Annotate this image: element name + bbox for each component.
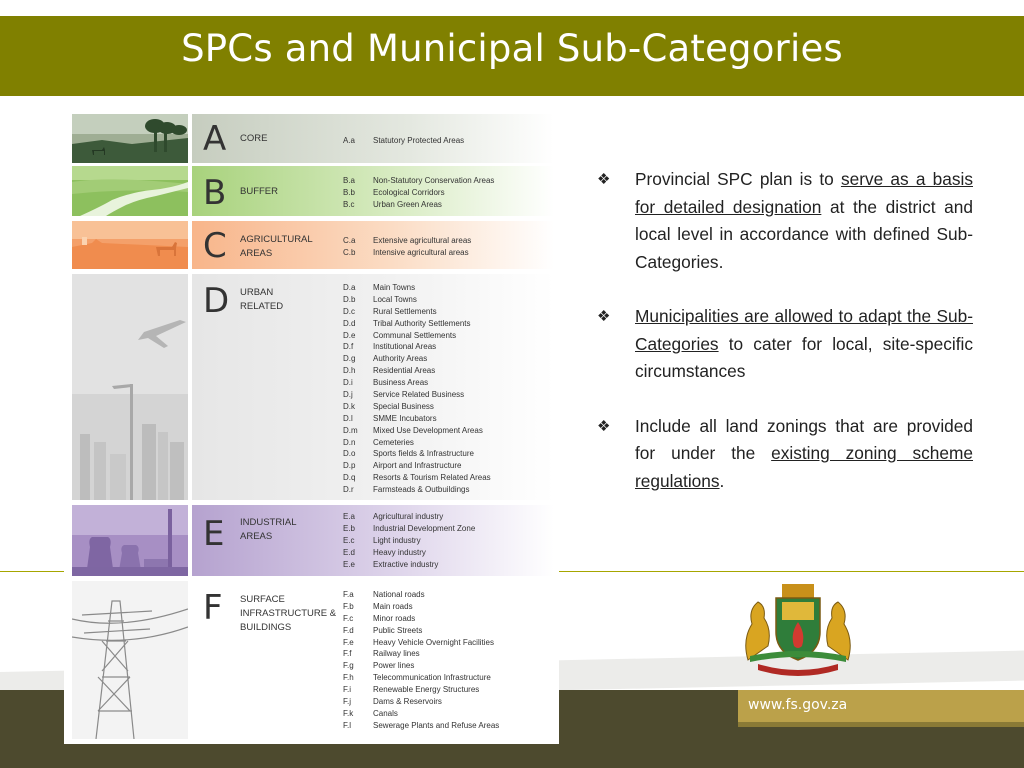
sub-category-item: D.f Institutional Areas — [343, 342, 437, 352]
sub-category-item: F.i Renewable Energy Structures — [343, 685, 480, 695]
sub-category-item: D.q Resorts & Tourism Related Areas — [343, 473, 491, 483]
website-box[interactable] — [738, 690, 1024, 722]
core-image — [72, 114, 188, 163]
sub-category-item: C.a Extensive agricultural areas — [343, 236, 472, 245]
category-name: URBAN RELATED — [240, 287, 284, 312]
category-row-c — [72, 221, 554, 269]
sub-category-item: D.a Main Towns — [343, 283, 416, 292]
sub-category-item: B.a Non-Statutory Conservation Areas — [343, 176, 495, 185]
bullet-list — [597, 166, 973, 522]
diamond-bullet-icon: ❖ — [597, 308, 611, 325]
river-landscape-icon — [72, 166, 188, 216]
website-link[interactable]: www.fs.gov.za — [748, 697, 848, 713]
sub-category-item: F.h Telecommunication Infrastructure — [343, 673, 491, 683]
infrastructure-image — [72, 581, 188, 739]
category-row-f — [72, 581, 554, 739]
category-letter: B — [203, 173, 227, 213]
diamond-bullet-icon: ❖ — [597, 417, 611, 435]
category-row-a — [72, 114, 554, 163]
farm-landscape-icon — [72, 221, 188, 269]
sub-category-list — [343, 135, 464, 147]
sub-category-item: B.c Urban Green Areas — [343, 199, 442, 209]
sub-category-item: F.l Sewerage Plants and Refuse Areas — [343, 720, 500, 730]
sub-category-item: F.a National roads — [343, 590, 425, 599]
sub-category-item: D.d Tribal Authority Settlements — [343, 318, 471, 328]
sub-category-list — [343, 589, 499, 732]
category-letter: F — [203, 588, 223, 628]
coat-of-arms-icon — [738, 580, 858, 680]
agricultural-image — [72, 221, 188, 269]
sub-category-item: A.a Statutory Protected Areas — [343, 136, 465, 145]
category-name: INDUSTRIAL AREAS — [240, 517, 297, 542]
sub-category-item: D.b Local Towns — [343, 294, 417, 304]
sub-category-item: F.j Dams & Reservoirs — [343, 697, 442, 707]
category-name: AGRICULTURAL AREAS — [240, 234, 313, 259]
industrial-image — [72, 505, 188, 576]
spc-table — [64, 106, 559, 744]
industrial-cooling-towers-icon — [72, 505, 188, 576]
sub-category-item: D.e Communal Settlements — [343, 330, 457, 340]
sub-category-item: D.j Service Related Business — [343, 390, 465, 400]
sub-category-item: D.i Business Areas — [343, 378, 429, 388]
sub-category-list — [343, 511, 475, 570]
sub-category-item: F.k Canals — [343, 708, 398, 718]
sub-category-item: D.m Mixed Use Development Areas — [343, 425, 483, 435]
sub-category-item: E.a Agricultural industry — [343, 512, 444, 521]
power-pylon-icon — [72, 581, 188, 739]
buffer-image — [72, 166, 188, 216]
sub-category-item: D.l SMME Incubators — [343, 413, 437, 423]
sub-category-item: F.f Railway lines — [343, 649, 420, 659]
city-and-airplane-icon — [72, 274, 188, 500]
category-row-b — [72, 166, 554, 216]
sub-category-item: D.o Sports fields & Infrastructure — [343, 449, 474, 459]
bullet-item: ❖ Municipalities are allowed to adapt the Sub-Categories to cater for local, site-specific circumstances — [597, 303, 973, 386]
sub-category-item: D.c Rural Settlements — [343, 306, 437, 316]
coat-of-arms-logo — [738, 580, 858, 680]
category-name: BUFFER — [240, 186, 278, 197]
category-letter: A — [203, 119, 227, 159]
bullet-item: ❖ Provincial SPC plan is to serve as a basis for detailed designation at the district and local level in accordance with defined Sub-Categories. — [597, 166, 973, 276]
sub-category-item: D.n Cemeteries — [343, 437, 414, 447]
category-row-e — [72, 505, 554, 576]
diamond-bullet-icon: ❖ — [597, 171, 611, 188]
category-name: CORE — [240, 133, 268, 144]
website-box-strip — [738, 722, 1024, 727]
category-row-d — [72, 274, 554, 500]
category-letter: C — [203, 226, 227, 266]
sub-category-item: E.e Extractive industry — [343, 559, 439, 569]
category-letter: D — [203, 281, 230, 321]
title-bar — [0, 16, 1024, 96]
sub-category-item: D.p Airport and Infrastructure — [343, 461, 462, 471]
sub-category-item: C.b Intensive agricultural areas — [343, 247, 469, 257]
sub-category-item: F.b Main roads — [343, 601, 413, 611]
sub-category-item: E.b Industrial Development Zone — [343, 523, 476, 533]
bullet-item: ❖ Include all land zonings that are provided for under the existing zoning scheme regulations. — [597, 413, 973, 496]
slide-title: SPCs and Municipal Sub-Categories — [181, 27, 843, 70]
sub-category-item: F.c Minor roads — [343, 613, 416, 623]
sub-category-list — [343, 175, 494, 211]
sub-category-item: B.b Ecological Corridors — [343, 187, 445, 197]
sub-category-list — [343, 282, 491, 496]
sub-category-list — [343, 235, 471, 259]
sub-category-item: F.e Heavy Vehicle Overnight Facilities — [343, 637, 494, 647]
tree-and-antelope-icon — [72, 114, 188, 163]
category-name: SURFACE INFRASTRUCTURE & BUILDINGS — [240, 594, 337, 633]
sub-category-item: F.g Power lines — [343, 661, 415, 671]
sub-category-item: D.k Special Business — [343, 401, 434, 411]
sub-category-item: E.c Light industry — [343, 535, 421, 545]
sub-category-item: E.d Heavy industry — [343, 547, 426, 557]
category-letter: E — [203, 514, 225, 554]
sub-category-item: F.d Public Streets — [343, 625, 423, 635]
sub-category-item: D.r Farmsteads & Outbuildings — [343, 485, 470, 495]
urban-image — [72, 274, 188, 500]
sub-category-item: D.h Residential Areas — [343, 366, 436, 376]
sub-category-item: D.g Authority Areas — [343, 354, 428, 364]
